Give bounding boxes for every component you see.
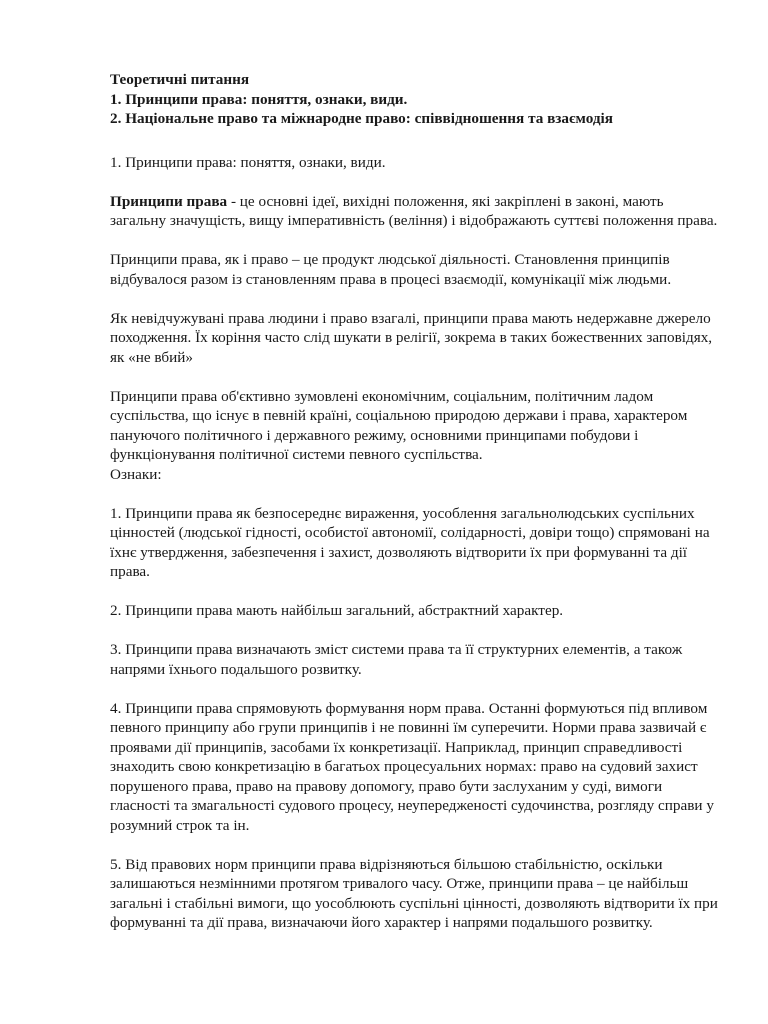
document-page <box>110 70 720 933</box>
document-title-line-3: 2. Національне право та міжнародне право: співвідношення та взаємодія <box>110 110 613 127</box>
definition-term: Принципи права <box>110 192 228 210</box>
feature-item-3: 3. Принципи права визначають зміст системи права та її структурних елементів, а також напрями їхнього подальшого розвитку. <box>110 641 683 678</box>
definition-paragraph <box>110 192 720 231</box>
paragraph-source: Як невідчужувані права людини і право взагалі, принципи права мають недержавне джерело походження. Їх коріння часто слід шукати в релігії, зокрема в таких божественних заповідях, як «не вбий» <box>110 309 713 366</box>
document-title-line-2: 1. Принципи права: поняття, ознаки, види. <box>110 90 408 108</box>
feature-item-2: 2. Принципи права мають найбільш загальний, абстрактний характер. <box>110 602 564 619</box>
paragraph-origin: Принципи права, як і право – це продукт людської діяльності. Становлення принципів відбувалося разом із становленням права в процесі взаємодії, комунікації між людьми. <box>110 251 672 288</box>
features-label: Ознаки: <box>110 465 162 483</box>
feature-item-5: 5. Від правових норм принципи права відрізняються більшою стабільністю, оскільки залишаються незмінними протягом тривалого часу. Отже, принципи права – це найбільш загальні і стабільні вимоги, що уособлюють суспільні цінності, дозволяють відтворити їх при формуванні та дії права, визначаючи його характер і напрями подальшого розвитку. <box>110 855 718 931</box>
definition-text: - це основні ідеї, вихідні положення, які закріплені в законі, мають загальну значущість, вищу імперативність (веління) і відображають суттєві положення права. <box>110 192 718 229</box>
feature-item-1: 1. Принципи права як безпосереднє вираження, уособлення загальнолюдських суспільних цінностей (людської гідності, особистої автономії, солідарності, довіри тощо) спрямовані на їхнє утвердження, забезпечення і захист, дозволяють відтворити їх при формуванні та дії права. <box>110 504 710 580</box>
paragraph-conditions: Принципи права об'єктивно зумовлені економічним, соціальним, політичним ладом суспільства, що існує в певній країні, соціальною природою держави і права, характером пануючого політичного і державного режиму, основними принципами побудови і функціонування політичної системи певного суспільства. <box>110 387 688 463</box>
feature-item-4: 4. Принципи права спрямовують формування норм права. Останні формуються під впливом певного принципу або групи принципів і не повинні їм суперечити. Норми права зазвичай є проявами дії принципів, засобами їх конкретизації. Наприклад, принцип справедливості знаходить свою конкретизацію в багатьох процесуальних нормах: право на судовий захист порушеного права, право на правову допомогу, право бути заслуханим у суді, вимоги гласності та змагальності судового процесу, неупередженості судочинства, розгляду справи у розумний строк та ін. <box>110 699 714 834</box>
document-title-line-1: Теоретичні питання <box>110 71 250 88</box>
section-heading: 1. Принципи права: поняття, ознаки, види. <box>110 153 386 171</box>
